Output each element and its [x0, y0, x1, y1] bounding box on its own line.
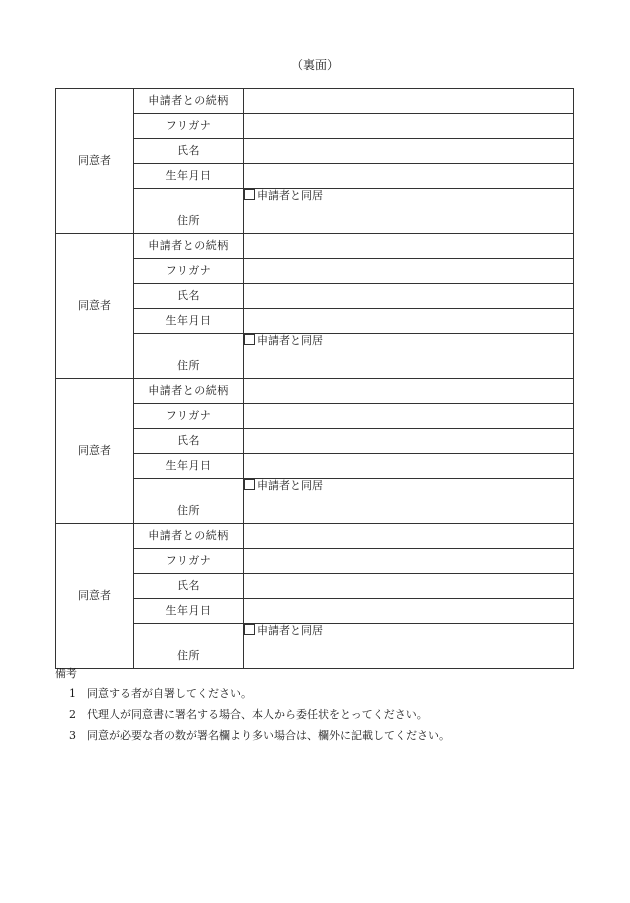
note-item-3: [55, 728, 595, 744]
consenter-2-birth-label: 生年月日: [134, 309, 244, 334]
consenter-1-cohabit-checkbox[interactable]: [244, 189, 255, 200]
consenter-2-label: 同意者: [56, 234, 134, 379]
note-item-2: [55, 707, 595, 723]
consenter-4-label: 同意者: [56, 524, 134, 669]
note-text: 同意が必要な者の数が署名欄より多い場合は、欄外に記載してください。: [87, 729, 450, 742]
consenter-2-name-row: [56, 284, 574, 309]
consenter-1-relation-field[interactable]: [244, 89, 574, 114]
consenter-1-address-row: [56, 189, 574, 234]
consenter-1-kana-label: フリガナ: [134, 114, 244, 139]
consenter-2-name-field[interactable]: [244, 284, 574, 309]
consenter-1-birth-label: 生年月日: [134, 164, 244, 189]
notes-heading: 備考: [55, 667, 77, 680]
consenter-1-name-label: 氏名: [134, 139, 244, 164]
consenter-4-name-label: 氏名: [134, 574, 244, 599]
consenter-3-name-label: 氏名: [134, 429, 244, 454]
note-number: 3: [69, 729, 76, 742]
notes-section: [55, 666, 595, 749]
consenter-3-name-field[interactable]: [244, 429, 574, 454]
consenter-1-relation-label: 申請者との続柄: [134, 89, 244, 114]
consenter-1-kana-row: [56, 114, 574, 139]
consenter-3-birth-field[interactable]: [244, 454, 574, 479]
consenter-1-address-label: 住所: [134, 189, 244, 234]
note-number: 2: [69, 708, 76, 721]
consenter-2-relation-label: 申請者との続柄: [134, 234, 244, 259]
note-text: 同意する者が自署してください。: [87, 687, 252, 700]
page-title: （裏面）: [290, 58, 339, 72]
consenter-4-birth-field[interactable]: [244, 599, 574, 624]
consenter-1-name-field[interactable]: [244, 139, 574, 164]
note-text: 代理人が同意書に署名する場合、本人から委任状をとってください。: [87, 708, 428, 721]
consenter-3-address-row: [56, 479, 574, 524]
consenter-2-address-label: 住所: [134, 334, 244, 379]
consenter-2-kana-row: [56, 259, 574, 284]
consenter-2-birth-row: [56, 309, 574, 334]
consenter-1-name-row: [56, 139, 574, 164]
consenter-3-address-field[interactable]: [244, 479, 574, 524]
consenter-4-name-field[interactable]: [244, 574, 574, 599]
consenter-3-relation-field[interactable]: [244, 379, 574, 404]
consenter-4-address-field[interactable]: [244, 624, 574, 669]
consenter-3-birth-label: 生年月日: [134, 454, 244, 479]
consenter-3-name-row: [56, 429, 574, 454]
consenter-4-kana-label: フリガナ: [134, 549, 244, 574]
consenter-1-label: 同意者: [56, 89, 134, 234]
consenter-3-kana-field[interactable]: [244, 404, 574, 429]
consenter-4-relation-label: 申請者との続柄: [134, 524, 244, 549]
consenter-3-kana-row: [56, 404, 574, 429]
consenter-4-kana-row: [56, 549, 574, 574]
consenter-3-relation-label: 申請者との続柄: [134, 379, 244, 404]
consenter-2-cohabit-checkbox[interactable]: [244, 334, 255, 345]
consenter-3-address-label: 住所: [134, 479, 244, 524]
consenter-1-relation-row: [56, 89, 574, 114]
consenter-4-birth-row: [56, 599, 574, 624]
consenter-2-kana-field[interactable]: [244, 259, 574, 284]
consenter-3-kana-label: フリガナ: [134, 404, 244, 429]
consenter-1-birth-row: [56, 164, 574, 189]
consenter-4-birth-label: 生年月日: [134, 599, 244, 624]
consenter-2-relation-row: [56, 234, 574, 259]
consenter-3-cohabit-checkbox[interactable]: [244, 479, 255, 490]
consenter-3-birth-row: [56, 454, 574, 479]
consenter-2-name-label: 氏名: [134, 284, 244, 309]
consenter-2-birth-field[interactable]: [244, 309, 574, 334]
consenter-1-cohabit-label: 申請者と同居: [257, 189, 323, 202]
consenter-4-relation-row: [56, 524, 574, 549]
consenter-3-label: 同意者: [56, 379, 134, 524]
consenter-4-cohabit-label: 申請者と同居: [257, 624, 323, 637]
consenter-4-kana-field[interactable]: [244, 549, 574, 574]
consenter-2-kana-label: フリガナ: [134, 259, 244, 284]
consenter-2-address-field[interactable]: [244, 334, 574, 379]
consenter-1-address-field[interactable]: [244, 189, 574, 234]
note-item-1: [55, 686, 595, 702]
consenter-3-relation-row: [56, 379, 574, 404]
note-number: 1: [69, 687, 76, 700]
consenter-2-address-row: [56, 334, 574, 379]
consenter-4-relation-field[interactable]: [244, 524, 574, 549]
consenter-1-birth-field[interactable]: [244, 164, 574, 189]
consenter-1-kana-field[interactable]: [244, 114, 574, 139]
consenter-3-cohabit-label: 申請者と同居: [257, 479, 323, 492]
consenter-4-cohabit-checkbox[interactable]: [244, 624, 255, 635]
consenter-4-address-row: [56, 624, 574, 669]
consenter-4-name-row: [56, 574, 574, 599]
consent-table: [55, 88, 574, 669]
consenter-2-cohabit-label: 申請者と同居: [257, 334, 323, 347]
consenter-4-address-label: 住所: [134, 624, 244, 669]
consenter-2-relation-field[interactable]: [244, 234, 574, 259]
